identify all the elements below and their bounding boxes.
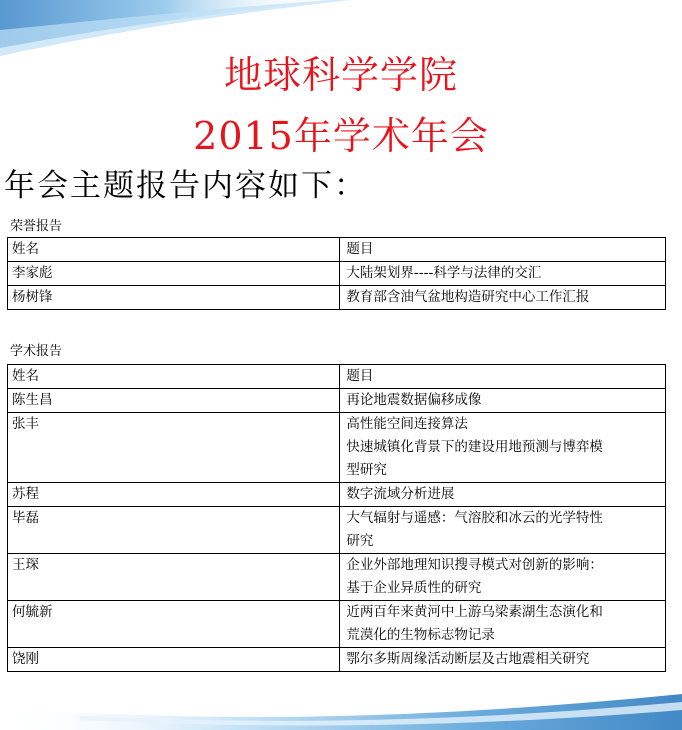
table-row (8, 286, 666, 310)
report-topic (340, 601, 666, 648)
speaker-name: 张丰 (8, 413, 340, 483)
table-row (8, 262, 666, 286)
report-topic (340, 507, 666, 554)
topic-line: 快速城镇化背景下的建设用地预测与博弈模 (346, 439, 603, 455)
table-row (8, 554, 666, 601)
honor-section-label: 荣誉报告 (10, 219, 63, 234)
table-header-row (8, 365, 666, 389)
table-row (8, 389, 666, 413)
report-topic (340, 413, 666, 483)
table-row (8, 413, 666, 483)
speaker-name: 苏程 (8, 483, 340, 507)
subtitle: 年会主题报告内容如下： (4, 168, 367, 204)
report-topic (340, 648, 666, 672)
report-topic (340, 262, 666, 286)
bottom-wave-decoration (0, 680, 682, 730)
topic-line: 企业外部地理知识搜寻模式对创新的影响： (346, 557, 603, 573)
speaker-name: 何毓新 (8, 601, 340, 648)
topic-line: 鄂尔多斯周缘活动断层及古地震相关研究 (346, 651, 590, 667)
topic-line: 再论地震数据偏移成像 (346, 392, 482, 408)
title-line-2: 2015年学术年会 (193, 114, 489, 158)
header-topic: 题目 (340, 365, 666, 389)
speaker-name: 王琛 (8, 554, 340, 601)
topic-line: 高性能空间连接算法 (346, 416, 468, 432)
table-header-row (8, 238, 666, 262)
honor-report-table (7, 237, 666, 310)
header-name: 姓名 (8, 365, 340, 389)
table-row (8, 483, 666, 507)
title-line-1: 地球科学学院 (223, 53, 458, 97)
report-topic (340, 554, 666, 601)
topic-line: 教育部含油气盆地构造研究中心工作汇报 (346, 289, 590, 305)
topic-line: 荒漠化的生物标志物记录 (346, 627, 495, 643)
report-topic (340, 286, 666, 310)
report-topic (340, 483, 666, 507)
academic-report-table (7, 364, 666, 672)
topic-line: 研究 (346, 533, 374, 549)
table-row (8, 601, 666, 648)
speaker-name: 毕磊 (8, 507, 340, 554)
topic-line: 近两百年来黄河中上游乌梁素湖生态演化和 (346, 604, 603, 620)
topic-line: 基于企业异质性的研究 (346, 580, 482, 596)
academic-section-label: 学术报告 (10, 344, 63, 359)
topic-line: 型研究 (346, 462, 387, 478)
speaker-name: 饶刚 (8, 648, 340, 672)
topic-line: 大气辐射与遥感：气溶胶和冰云的光学特性 (346, 510, 603, 526)
topic-line: 数字流域分析进展 (346, 486, 455, 502)
table-row (8, 507, 666, 554)
speaker-name: 杨树锋 (8, 286, 340, 310)
speaker-name: 陈生昌 (8, 389, 340, 413)
speaker-name: 李家彪 (8, 262, 340, 286)
table-row (8, 648, 666, 672)
report-topic (340, 389, 666, 413)
topic-line: 大陆架划界----科学与法律的交汇 (346, 265, 542, 281)
header-name: 姓名 (8, 238, 340, 262)
header-topic: 题目 (340, 238, 666, 262)
